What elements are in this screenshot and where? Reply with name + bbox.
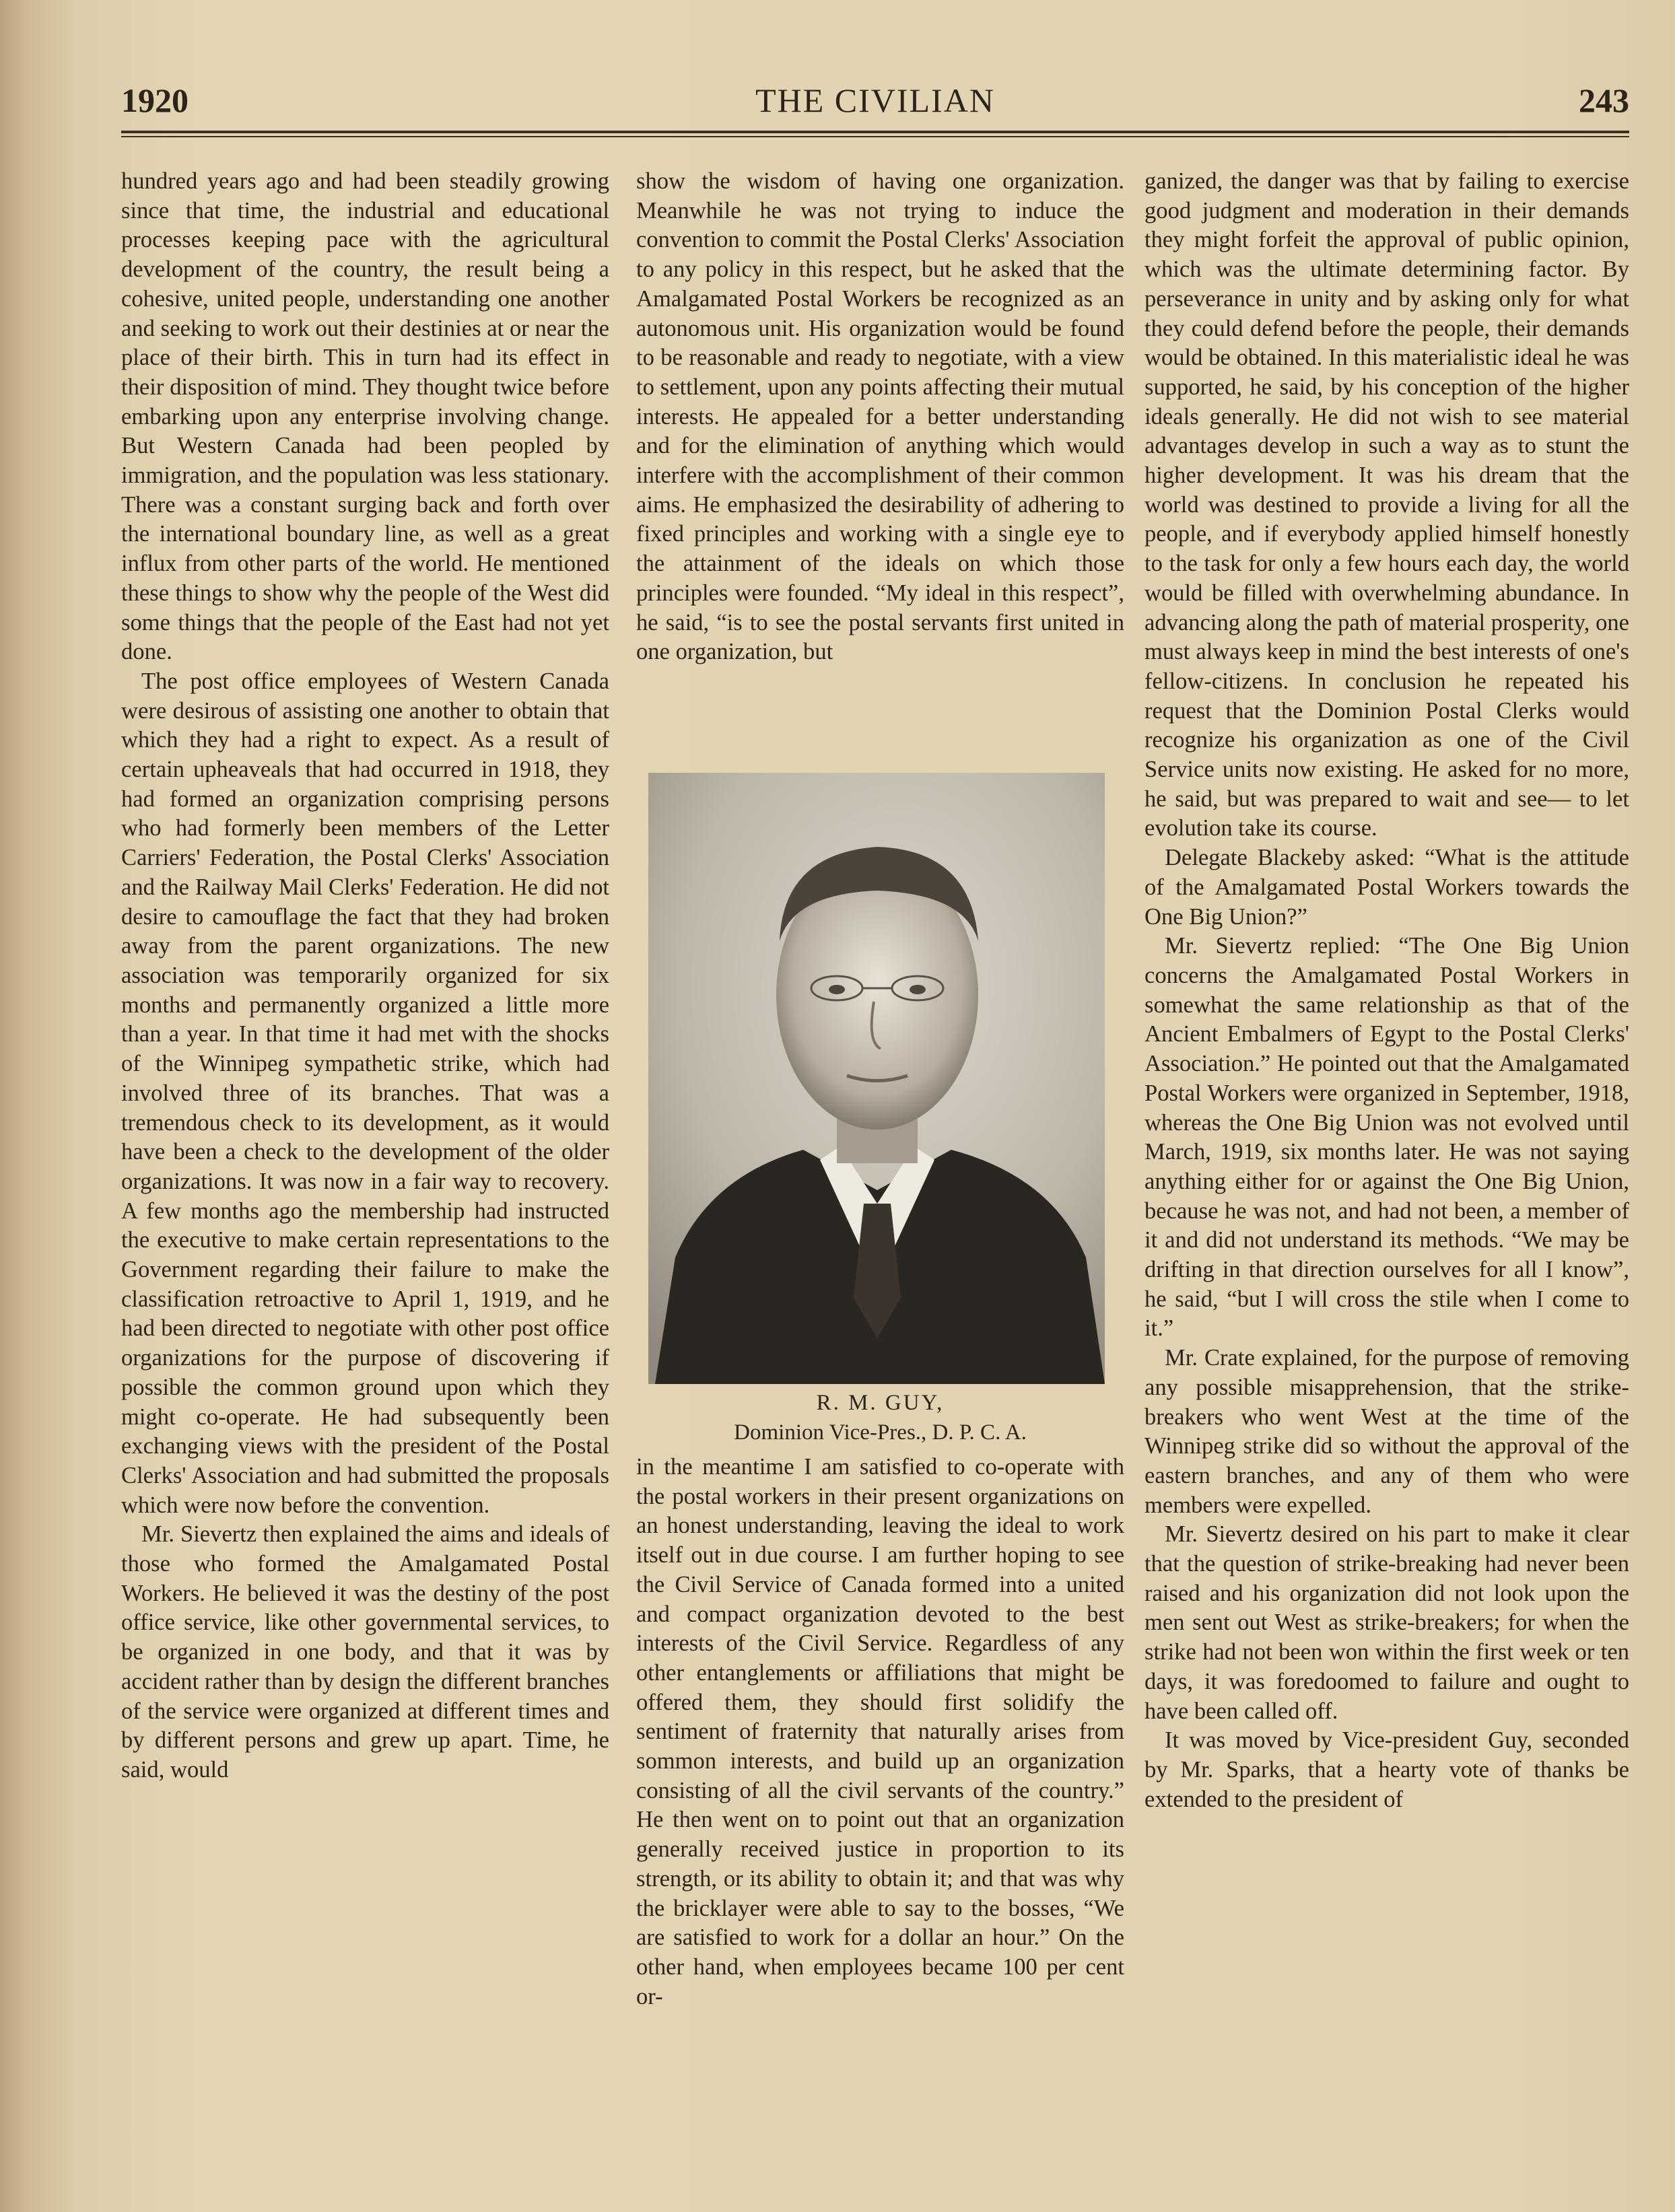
header-rule-thin bbox=[121, 136, 1629, 137]
column-1 bbox=[121, 167, 609, 2159]
running-header bbox=[121, 81, 1629, 128]
paragraph: in the meantime I am satisfied to co-operate with the postal workers in their present organizations on an honest understanding, leaving the ideal to work itself out in due course. I am further hoping to see the Civil Service of Canada formed into a united and compact organization devoted to the best interests of the Civil Service. Regardless of any other entanglements or affiliations that might be offered them, they should first solidify the sentiment of fraternity that naturally arises from sommon interests, and build up an organization consisting of all the civil servants of the country.” He then went on to point out that an organization generally received justice in proportion to its strength, or its ability to obtain it; and that was why the bricklayer were able to say to the bosses, “We are satisfied to work for a dollar an hour.” On the other hand, when employees became 100 per cent or- bbox=[636, 1454, 1124, 2009]
column-2 bbox=[636, 167, 1124, 2159]
paragraph: Mr. Sievertz desired on his part to make it clear that the question of strike-breaking had never been raised and his organization did not look upon the men sent out West as strike-breakers; for when the strike had not been won within the first week or ten days, it was foredoomed to failure and ought to have been called off. bbox=[1144, 1521, 1629, 1724]
paragraph: show the wisdom of having one organization. Meanwhile he was not trying to induce the convention to commit the Postal Clerks' Association to any policy in this respect, but he asked that the Amalgamated Postal Workers be recognized as an autonomous unit. His organization would be found to be reasonable and ready to negotiate, with a view to settlement, upon any points affecting their mutual interests. He appealed for a better understanding and for the elimination of anything which would interfere with the accomplishment of their common aims. He emphasized the desirability of adhering to fixed principles and working with a single eye to the attainment of the ideals on which those principles were founded. “My ideal in this respect”, he said, “is to see the postal servants first united in one organization, but bbox=[636, 168, 1124, 665]
paragraph: hundred years ago and had been steadily growing since that time, the industrial and educational processes keeping pace with the agricultural development of the country, the result being a cohesive, united people, understanding one another and seeking to work out their destinies at or near the place of their birth. This in turn had its effect in their disposition of mind. They thought twice before embarking upon any enterprise involving change. But Western Canada had been peopled by immigration, and the population was less stationary. There was a constant surging back and forth over the international boundary line, as well as a great influx from other parts of the world. He mentioned these things to show why the people of the West did some things that the people of the East had not yet done. bbox=[121, 168, 609, 665]
photo-caption bbox=[636, 1388, 1124, 1447]
portrait-image bbox=[648, 773, 1105, 1384]
header-year: 1920 bbox=[121, 81, 189, 119]
paragraph: ganized, the danger was that by failing to exercise good judgment and moderation in their demands they might forfeit the approval of public opinion, which was the ultimate determining factor. By perseverance in unity and by asking only for what they could defend before the people, their demands would be obtained. In this materialistic ideal he was supported, he said, by his conception of the higher ideals generally. He did not wish to see material advantages develop in such a way as to stunt the higher development. It was his dream that the world was destined to provide a living for all the people, and if everybody applied himself honestly to the task for only a few hours each day, the world would be filled with overwhelming abundance. In advancing along the path of material prosperity, one must always keep in mind the best interests of one's fellow-citizens. In conclusion he repeated his request that the Dominion Postal Clerks would recognize his organization as one of the Civil Service units now existing. He asked for no more, he said, but was prepared to wait and see— to let evolution take its course. bbox=[1144, 168, 1629, 841]
column-3 bbox=[1144, 167, 1629, 2159]
portrait-photo bbox=[648, 773, 1105, 1384]
paragraph: Mr. Crate explained, for the purpose of removing any possible misapprehension, that the strike-breakers who went West at the time of the Winnipeg strike did so without the approval of the eastern branches, and any of them who were members were expelled. bbox=[1144, 1345, 1629, 1518]
caption-name: R. M. GUY, bbox=[816, 1391, 945, 1415]
header-rule-thick bbox=[121, 131, 1629, 133]
caption-title: Dominion Vice-Pres., D. P. C. A. bbox=[734, 1420, 1027, 1445]
paragraph: Delegate Blackeby asked: “What is the attitude of the Amalgamated Postal Workers towards the One Big Union?” bbox=[1144, 845, 1629, 930]
publication-title: THE CIVILIAN bbox=[755, 81, 995, 119]
paragraph: It was moved by Vice-president Guy, seconded by Mr. Sparks, that a hearty vote of thanks be extended to the president of bbox=[1144, 1727, 1629, 1812]
page-number: 243 bbox=[1579, 81, 1629, 119]
paragraph: Mr. Sievertz then explained the aims and ideals of those who formed the Amalgamated Postal Workers. He believed it was the destiny of the post office service, like other governmental services, to be organized in one body, and that it was by accident rather than by design the different branches of the service were organized at different times and by different persons and grew up apart. Time, he said, would bbox=[121, 1521, 609, 1783]
paragraph: The post office employees of Western Canada were desirous of assisting one another to obtain that which they had a right to expect. As a result of certain upheaveals that had occurred in 1918, they had formed an organization comprising persons who had formerly been members of the Letter Carriers' Federation, the Postal Clerks' Association and the Railway Mail Clerks' Federation. He did not desire to camouflage the fact that they had broken away from the parent organizations. The new association was temporarily organized for six months and permanently organized a little more than a year. In that time it had met with the shocks of the Winnipeg sympathetic strike, which had involved three of its branches. That was a tremendous check to its development, as it would have been a check to the development of the older organizations. It was now in a fair way to recovery. A few months ago the membership had instructed the executive to make certain representations to the Government regarding their failure to make the classification retroactive to April 1, 1919, and he had been directed to negotiate with other post office organizations for the purpose of discovering if possible the common ground upon which they might co-operate. He had subsequently been exchanging views with the president of the Postal Clerks' Association and had submitted the proposals which were now before the convention. bbox=[121, 668, 609, 1518]
paragraph: Mr. Sievertz replied: “The One Big Union concerns the Amalgamated Postal Workers in somewhat the same relationship as that of the Ancient Embalmers of Egypt to the Postal Clerks' Association.” He pointed out that the Amalgamated Postal Workers were organized in September, 1918, whereas the One Big Union was not evolved until March, 1919, six months later. He was not saying anything either for or against the One Big Union, because he was not, and had not been, a member of it and did not understand its methods. “We may be drifting in that direction ourselves for all I know”, he said, “but I will cross the stile when I come to it.” bbox=[1144, 933, 1629, 1342]
